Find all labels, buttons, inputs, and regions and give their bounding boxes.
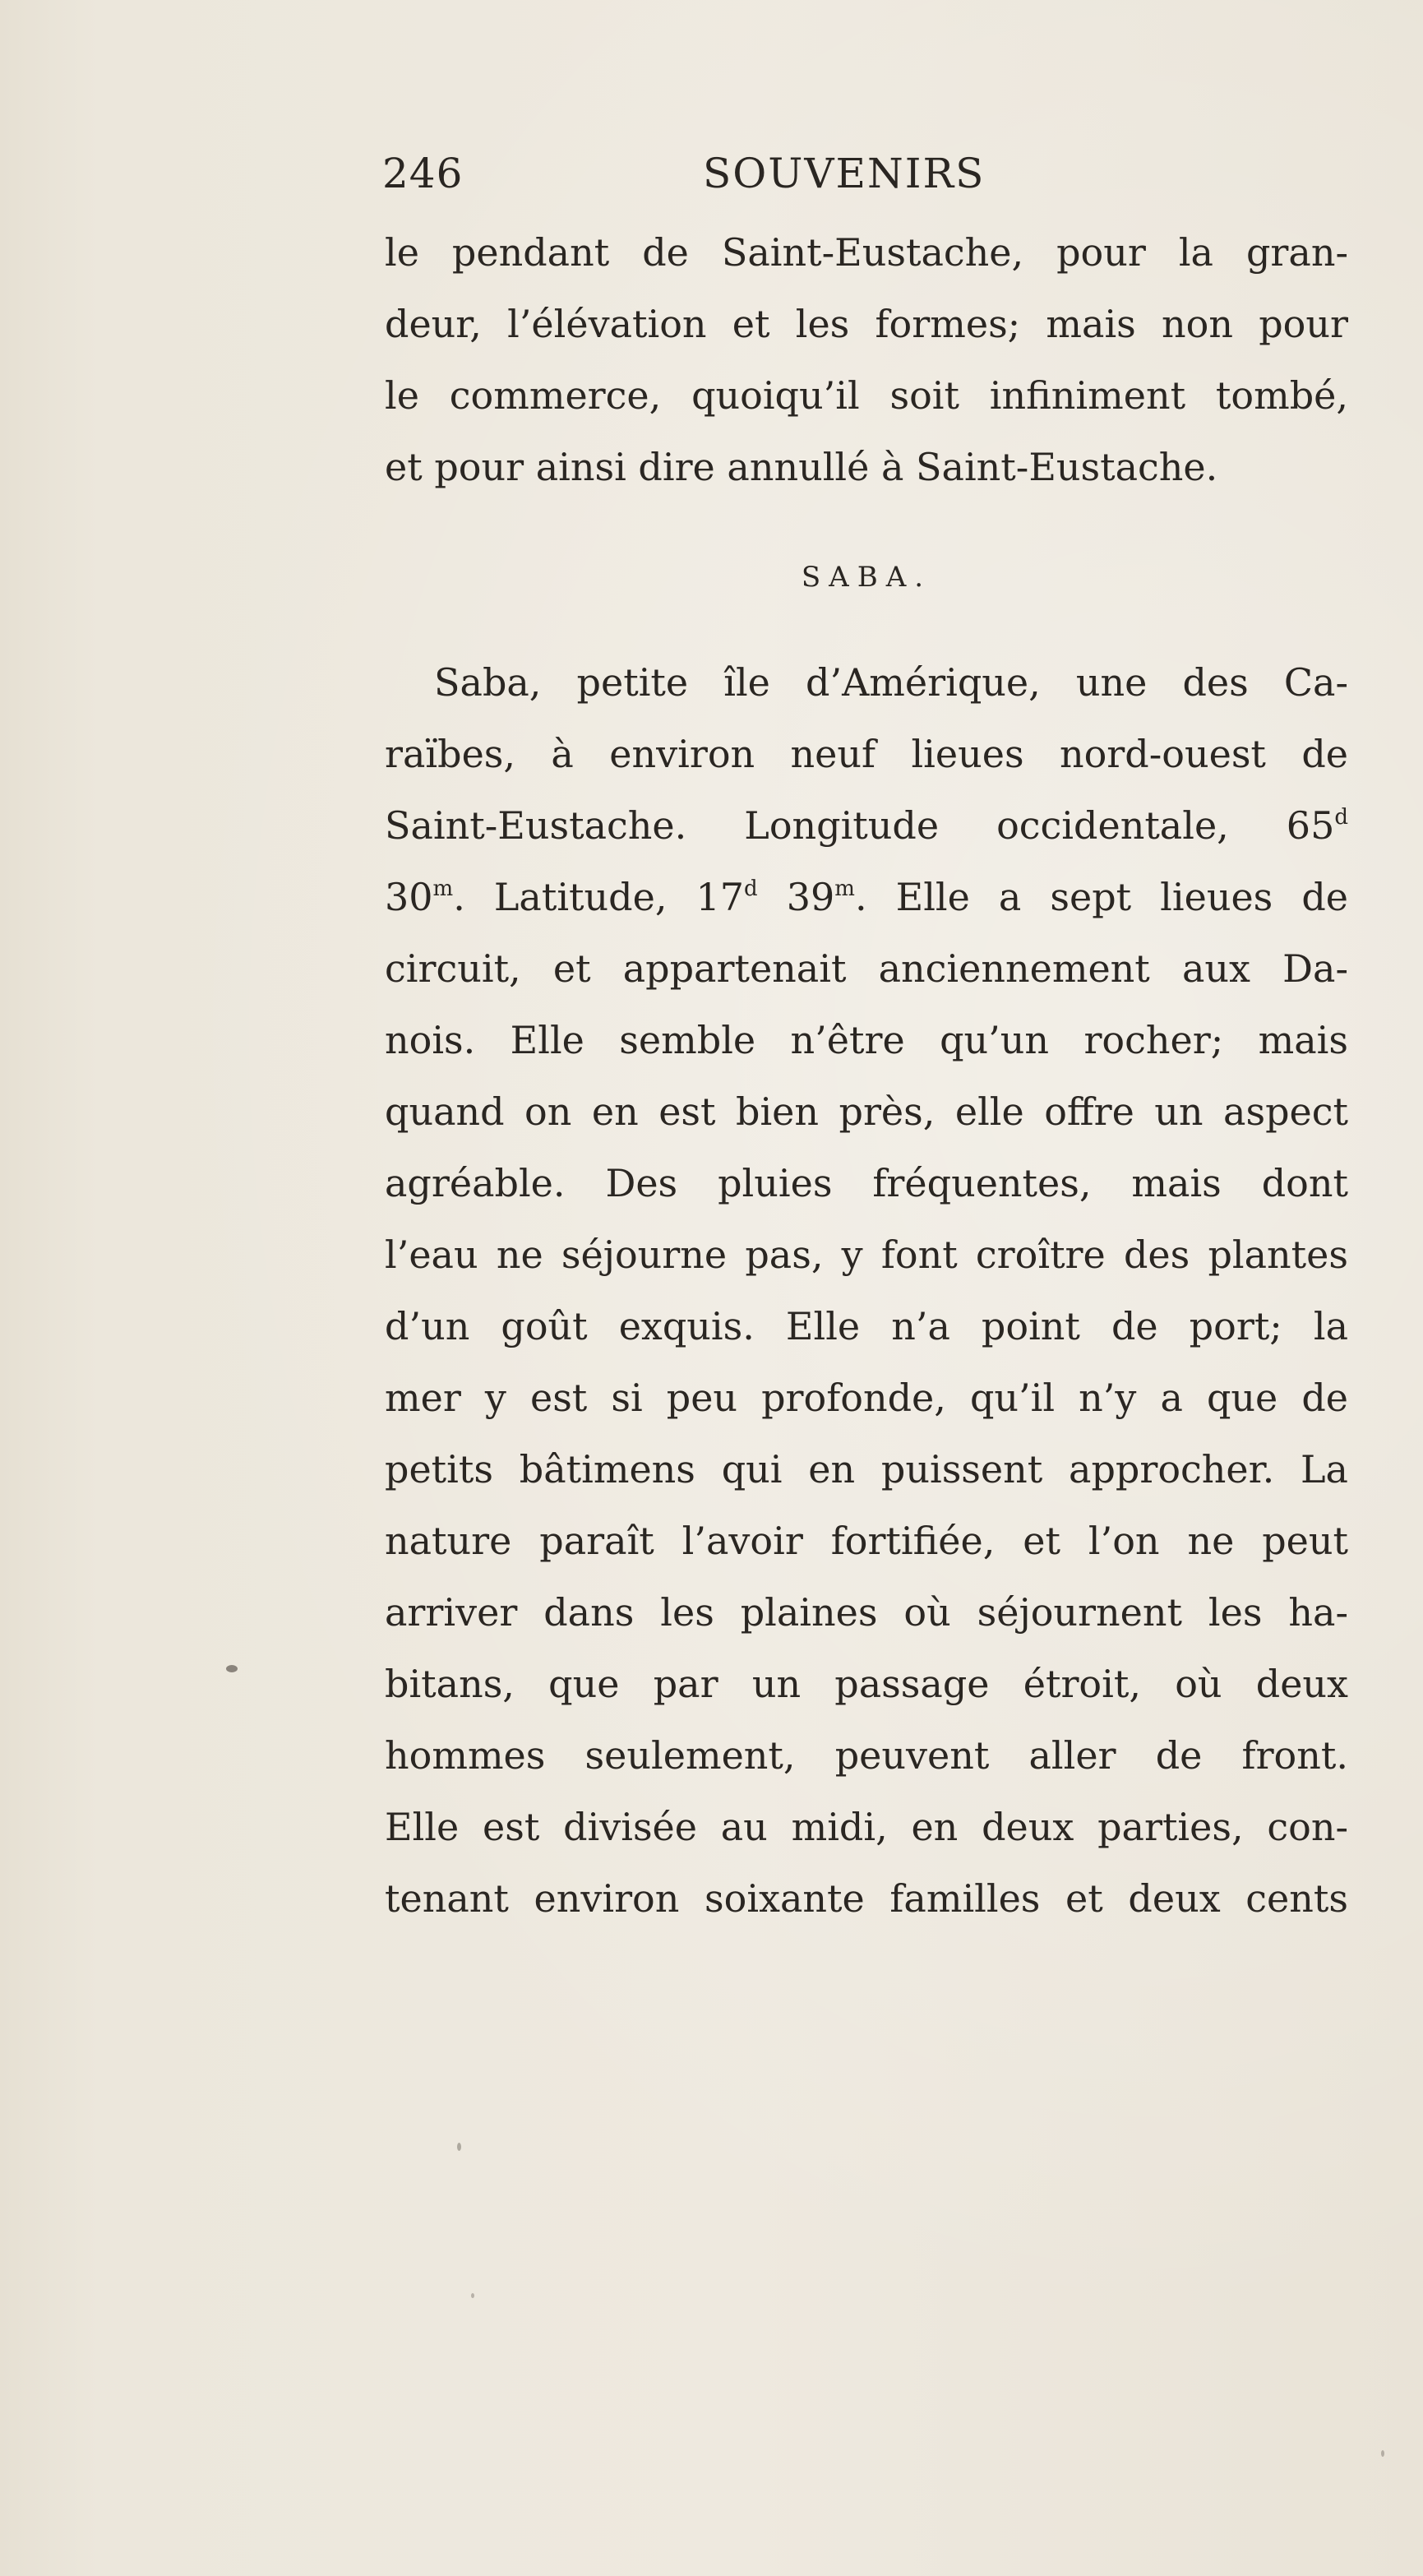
text-line: bitans, que par un passage étroit, où deux [385, 1662, 1348, 1706]
section-paragraph [385, 647, 1348, 1935]
text-segment: 39 [757, 875, 835, 919]
superscript: m [432, 876, 454, 901]
text-segment: . Elle a sept lieues de [854, 875, 1348, 919]
text-line [385, 790, 1348, 862]
text-line: d’un goût exquis. Elle n’a point de port; la [385, 1304, 1348, 1348]
superscript: m [834, 876, 855, 901]
text-line: le pendant de Saint-Eustache, pour la gran- [385, 230, 1348, 275]
paper-speck [226, 1665, 238, 1672]
text-line: raïbes, à environ neuf lieues nord-ouest de [385, 732, 1348, 776]
text-line: et pour ainsi dire annullé à Saint-Eustache. [385, 445, 1218, 489]
text-segment: 30 [385, 875, 433, 919]
page-number: 246 [382, 150, 464, 197]
continued-paragraph [385, 217, 1348, 503]
section-heading: SABA. [801, 561, 932, 594]
text-line: Saba, petite île d’Amérique, une des Ca- [434, 660, 1348, 705]
text-line: petits bâtimens qui en puissent approcher. La [385, 1447, 1348, 1491]
text-line: l’eau ne séjourne pas, y font croître des plantes [385, 1233, 1348, 1277]
text-line: hommes seulement, peuvent aller de front. [385, 1733, 1348, 1778]
running-head [382, 145, 1352, 202]
text-line: Elle est divisée au midi, en deux parties, con- [385, 1805, 1348, 1849]
text-line: le commerce, quoiqu’il soit infiniment tombé, [385, 373, 1348, 418]
text-line: agréable. Des pluies fréquentes, mais dont [385, 1161, 1348, 1205]
superscript: d [1334, 805, 1348, 830]
text-line [385, 862, 1348, 933]
superscript: d [744, 876, 758, 901]
text-line: nois. Elle semble n’être qu’un rocher; mais [385, 1018, 1348, 1062]
text-line: quand on en est bien près, elle offre un aspect [385, 1089, 1348, 1134]
paper-speck [1381, 2450, 1384, 2457]
text-line: nature paraît l’avoir fortifiée, et l’on ne peut [385, 1519, 1348, 1563]
text-line: arriver dans les plaines où séjournent les ha- [385, 1590, 1348, 1635]
paper-speck [457, 2143, 461, 2151]
text-line: deur, l’élévation et les formes; mais non pour [385, 302, 1348, 346]
text-segment: . Latitude, 17 [453, 875, 745, 919]
running-title: SOUVENIRS [703, 150, 986, 197]
text-line: tenant environ soixante familles et deux cents [385, 1876, 1348, 1921]
text-line: mer y est si peu profonde, qu’il n’y a que de [385, 1376, 1348, 1420]
text-line: circuit, et appartenait anciennement aux Da- [385, 946, 1348, 991]
paper-speck [471, 2293, 474, 2298]
text-segment: Saint-Eustache. Longitude occidentale, 65 [385, 803, 1335, 848]
